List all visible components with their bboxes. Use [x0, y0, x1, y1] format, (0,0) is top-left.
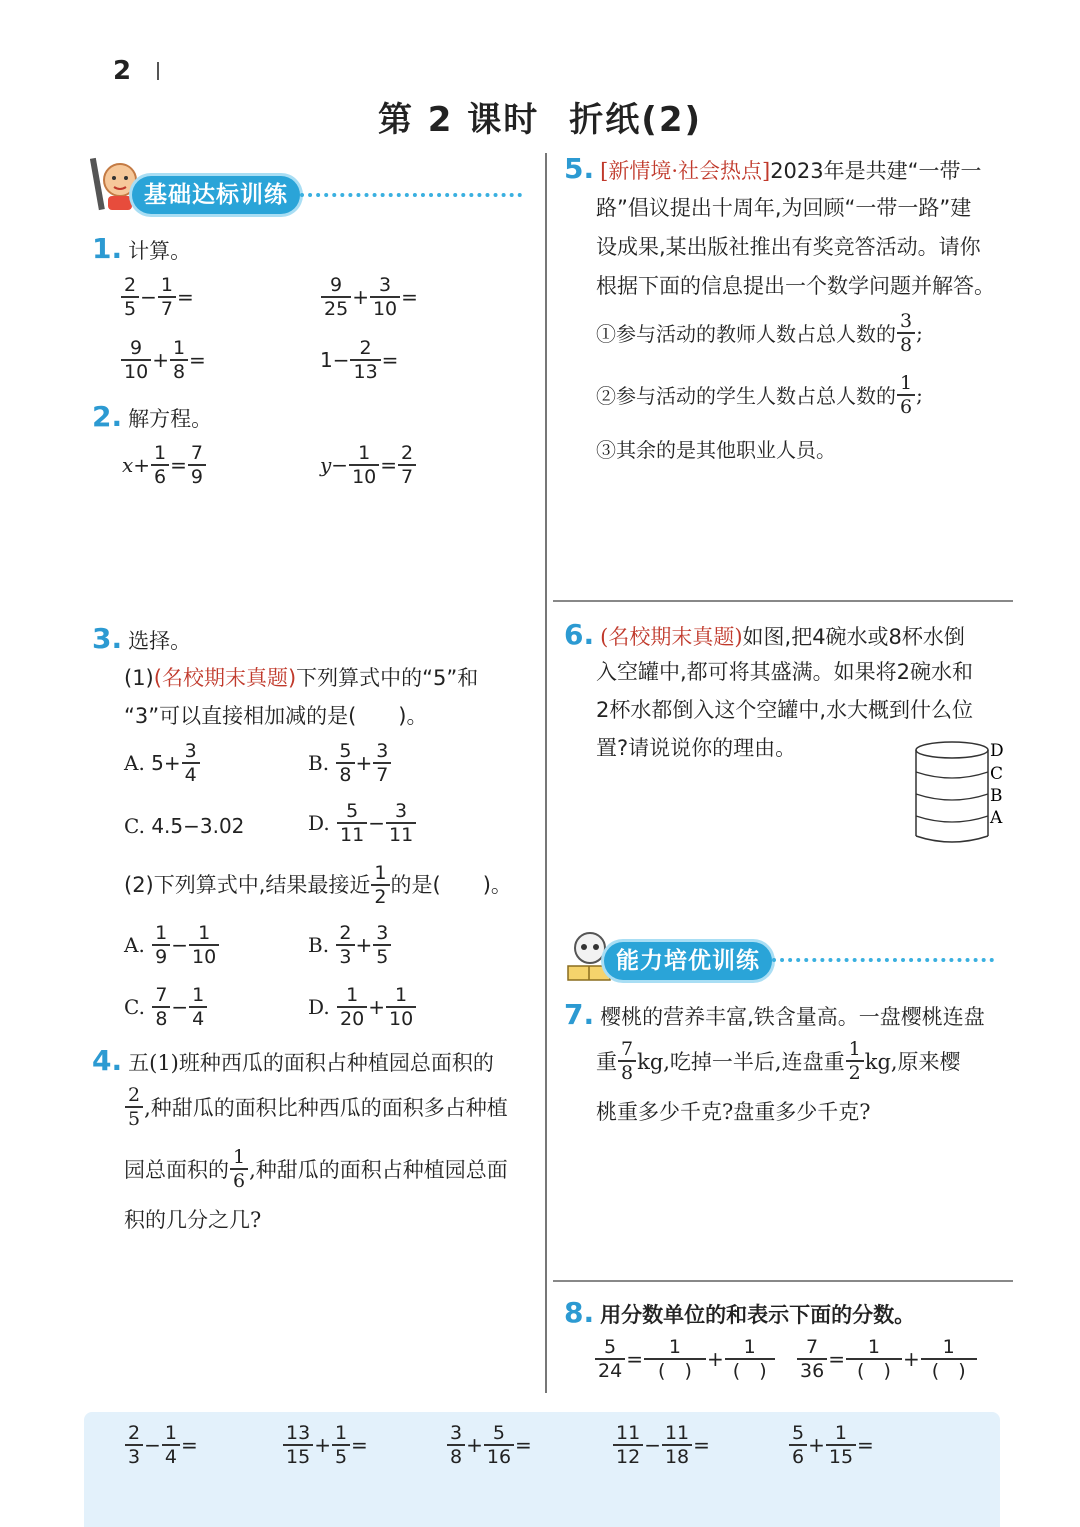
- fraction: [283, 1422, 313, 1468]
- denominator: 2: [374, 885, 387, 908]
- option-label: C.: [124, 814, 145, 838]
- info-text: ②参与活动的学生人数占总人数的: [596, 384, 896, 409]
- option-label: A.: [124, 932, 145, 957]
- denominator: 3: [128, 1445, 141, 1468]
- q1-expression-1: [120, 274, 194, 320]
- numerator: 1: [668, 1336, 681, 1358]
- question-number: 6.: [564, 618, 595, 651]
- equals: =: [515, 1432, 532, 1457]
- info-text: ;: [916, 382, 923, 407]
- q5-info-3: ③其余的是其他职业人员。: [596, 438, 836, 462]
- fraction: [170, 337, 188, 383]
- q3-p1-option-b[interactable]: [308, 740, 392, 786]
- operand: 5+: [151, 750, 181, 775]
- q5-line-2: 路”倡议提出十周年,为回顾“一带一路”建: [596, 196, 972, 220]
- option-label: B.: [308, 932, 330, 957]
- fraction: [125, 1084, 143, 1130]
- q1-expression-4: [320, 337, 398, 383]
- unit-fraction: [921, 1336, 977, 1382]
- fraction: [336, 922, 354, 968]
- operator: +: [368, 994, 385, 1019]
- question-label: 计算。: [128, 239, 192, 263]
- question-4-header: [92, 1044, 494, 1077]
- numerator: 11: [664, 1422, 690, 1444]
- fraction: [151, 442, 169, 488]
- fraction: [846, 1038, 864, 1084]
- question-8-header: [564, 1296, 915, 1329]
- operator: −: [171, 994, 189, 1019]
- question-label: 用分数单位的和表示下面的分数。: [600, 1303, 916, 1327]
- question-text: kg,吃掉一半后,连盘重: [637, 1049, 845, 1074]
- equals: =: [170, 452, 187, 477]
- numerator: 1: [867, 1336, 880, 1358]
- numerator: 13: [286, 1422, 311, 1444]
- blank-denominator[interactable]: ( ): [857, 1359, 891, 1382]
- denominator: 10: [352, 465, 377, 488]
- fraction: [189, 922, 219, 968]
- question-text: 五(1)班种西瓜的面积占种植园总面积的: [128, 1051, 494, 1075]
- question-text: ,种甜瓜的面积占种植园总面: [249, 1157, 508, 1182]
- denominator: 6: [233, 1169, 246, 1192]
- fraction: [189, 984, 207, 1030]
- equals: =: [380, 452, 398, 477]
- part-label: (1): [124, 666, 154, 690]
- numerator: 1: [155, 922, 168, 944]
- denominator: 11: [389, 823, 414, 846]
- unit-fraction: [725, 1336, 775, 1382]
- numerator: 1: [154, 442, 167, 464]
- numerator: 3: [900, 310, 913, 332]
- numerator: 5: [346, 800, 359, 822]
- q7-line-2: [596, 1038, 961, 1084]
- denominator: 8: [900, 333, 913, 356]
- numerator: 1: [900, 372, 913, 394]
- fraction: [152, 984, 170, 1030]
- fraction: [121, 337, 151, 383]
- numerator: 5: [492, 1422, 505, 1444]
- numerator: 1: [848, 1038, 861, 1060]
- basic-training-banner: [132, 176, 300, 214]
- q2-equation-2: [320, 442, 417, 488]
- operator: +: [314, 1432, 331, 1457]
- question-2-header: [92, 400, 212, 433]
- section-divider: [553, 1280, 1013, 1282]
- question-text: kg,原来樱: [864, 1049, 961, 1074]
- q3-p2-option-c[interactable]: [124, 984, 208, 1030]
- denominator: 11: [340, 823, 365, 846]
- question-text: 如图,把4碗水或8杯水倒: [742, 625, 965, 649]
- numerator: 1: [346, 984, 359, 1006]
- numerator: 1: [198, 922, 211, 944]
- fraction: [332, 1422, 350, 1468]
- question-number: 5.: [564, 152, 595, 185]
- q8-expression-2: [796, 1336, 978, 1382]
- question-3-header: [92, 622, 191, 655]
- equals: =: [189, 347, 206, 372]
- numerator: 1: [942, 1336, 955, 1358]
- practice-expression: [282, 1422, 368, 1468]
- operator: −: [140, 284, 157, 309]
- q3-part1-line1: [124, 664, 478, 692]
- denominator: 15: [286, 1445, 311, 1468]
- numerator: 5: [792, 1422, 805, 1444]
- banner-dotted-line: [772, 958, 994, 964]
- operator: −: [368, 810, 385, 835]
- denominator: 5: [128, 1107, 141, 1130]
- fraction: [447, 1422, 465, 1468]
- option-label: D.: [308, 994, 330, 1019]
- numerator: 5: [604, 1336, 617, 1358]
- fraction: [398, 442, 416, 488]
- question-number: 7.: [564, 998, 595, 1031]
- q5-info-2: [596, 372, 923, 418]
- question-number: 8.: [564, 1296, 595, 1329]
- denominator: 10: [372, 297, 398, 320]
- q2-equation-1: [122, 442, 207, 488]
- question-text: 下列算式中的“5”和: [296, 666, 479, 690]
- source-tag: (名校期末真题): [153, 666, 297, 690]
- denominator: 3: [339, 945, 352, 968]
- question-text: 重: [596, 1049, 617, 1074]
- section-divider: [553, 600, 1013, 602]
- equals: =: [176, 284, 194, 309]
- equals: =: [180, 1432, 198, 1457]
- level-label: C: [990, 764, 1004, 784]
- question-1-header: [92, 232, 191, 265]
- denominator: 8: [450, 1445, 463, 1468]
- numerator: 1: [160, 274, 173, 296]
- denominator: 25: [324, 297, 349, 320]
- denominator: 13: [353, 360, 378, 383]
- numerator: 1: [164, 1422, 177, 1444]
- question-label: 解方程。: [128, 407, 213, 431]
- fraction: [188, 442, 206, 488]
- equals: =: [351, 1432, 368, 1457]
- q3-p1-option-d[interactable]: [308, 800, 417, 846]
- practice-expression: [124, 1422, 198, 1468]
- q4-line-2: [124, 1084, 508, 1130]
- numerator: 7: [190, 442, 203, 464]
- fraction: [370, 274, 400, 320]
- numerator: 9: [130, 337, 143, 359]
- numerator: 1: [334, 1422, 348, 1444]
- q3-part2-line: [124, 862, 512, 908]
- numerator: 1: [743, 1336, 756, 1358]
- question-number: 3.: [92, 622, 123, 655]
- fraction: [350, 337, 380, 383]
- page-number-divider: [157, 62, 159, 80]
- fraction: [897, 310, 915, 356]
- lesson-title: [0, 92, 1080, 141]
- fraction: [618, 1038, 636, 1084]
- fraction: [371, 862, 389, 908]
- option-label: C.: [124, 994, 145, 1019]
- numerator: 1: [374, 862, 387, 884]
- numerator: 9: [330, 274, 343, 296]
- operator: +: [902, 1346, 920, 1371]
- q1-expression-2: [320, 274, 418, 320]
- numerator: 7: [155, 984, 168, 1006]
- fraction: [386, 800, 416, 846]
- banner-label: 能力培优训练: [616, 948, 760, 974]
- question-label: 选择。: [128, 629, 192, 653]
- denominator: 6: [900, 395, 913, 418]
- numerator: 3: [184, 740, 197, 762]
- denominator: 16: [486, 1445, 512, 1468]
- q6-line-4: 置?请说说你的理由。: [596, 736, 797, 760]
- numerator: 1: [395, 984, 408, 1006]
- fraction: [386, 984, 416, 1030]
- info-text: ①参与活动的教师人数占总人数的: [596, 322, 896, 347]
- fraction: [152, 922, 170, 968]
- equals: =: [626, 1346, 643, 1371]
- practice-expression: [612, 1422, 710, 1468]
- question-text: 樱桃的营养丰富,铁含量高。一盘樱桃连盘: [600, 1005, 985, 1029]
- numerator: 2: [128, 1422, 141, 1444]
- fraction: [662, 1422, 692, 1468]
- blank-denominator[interactable]: ( ): [658, 1359, 692, 1382]
- fraction: [121, 274, 139, 320]
- option-label: B.: [308, 750, 330, 775]
- operator: +: [355, 932, 373, 957]
- question-5-header: [564, 152, 982, 185]
- q7-line-3: 桃重多少千克?盘重多少千克?: [596, 1100, 871, 1124]
- level-label: D: [990, 741, 1004, 761]
- denominator: 9: [190, 465, 203, 488]
- variable: y−: [320, 452, 349, 477]
- q3-p2-option-a[interactable]: [124, 922, 220, 968]
- fraction: [797, 1336, 827, 1382]
- source-tag: [新情境·社会热点]: [600, 159, 771, 183]
- equals: =: [693, 1432, 710, 1457]
- fraction: [158, 274, 176, 320]
- fraction: [897, 372, 915, 418]
- fraction: [789, 1422, 807, 1468]
- fraction: [613, 1422, 643, 1468]
- lesson-title-part: 第 2 课时: [377, 100, 540, 140]
- q3-p2-option-d[interactable]: [308, 984, 417, 1030]
- fraction: [595, 1336, 625, 1382]
- variable: x+: [122, 452, 151, 477]
- fraction: [182, 740, 200, 786]
- column-divider: [545, 153, 547, 1393]
- practice-expression: [446, 1422, 532, 1468]
- denominator: 9: [155, 945, 168, 968]
- equals: =: [828, 1346, 845, 1371]
- denominator: 8: [621, 1061, 634, 1084]
- question-text: ,种甜瓜的面积比种西瓜的面积多占种植: [144, 1095, 508, 1120]
- denominator: 6: [792, 1445, 805, 1468]
- numerator: 3: [395, 800, 408, 822]
- operator: +: [152, 347, 169, 372]
- numerator: 2: [128, 1084, 141, 1106]
- q1-expression-3: [120, 337, 206, 383]
- q4-line-4: 积的几分之几?: [124, 1208, 262, 1232]
- option-label: D.: [308, 810, 330, 835]
- numerator: 3: [379, 274, 392, 296]
- question-7-header: [564, 998, 985, 1031]
- numerator: 2: [401, 442, 414, 464]
- denominator: 15: [828, 1445, 854, 1468]
- numerator: 7: [621, 1038, 634, 1060]
- denominator: 6: [154, 465, 167, 488]
- fraction: [373, 922, 391, 968]
- fraction: [484, 1422, 514, 1468]
- q3-p2-option-b[interactable]: [308, 922, 392, 968]
- denominator: 10: [389, 1007, 414, 1030]
- numerator: 1: [233, 1146, 246, 1168]
- banner-dotted-line: [300, 193, 522, 199]
- q5-line-4: 根据下面的信息提出一个数学问题并解答。: [596, 274, 995, 298]
- numerator: 2: [124, 274, 137, 296]
- numerator: 3: [376, 740, 389, 762]
- blank-denominator[interactable]: ( ): [732, 1359, 767, 1382]
- operator: +: [808, 1432, 825, 1457]
- denominator: 18: [664, 1445, 690, 1468]
- denominator: 10: [192, 945, 217, 968]
- denominator: 4: [192, 1007, 205, 1030]
- jar-diagram: [912, 738, 1008, 848]
- denominator: 8: [155, 1007, 168, 1030]
- operator: +: [355, 750, 373, 775]
- denominator: 4: [164, 1445, 177, 1468]
- equals: =: [401, 284, 418, 309]
- operator: +: [706, 1346, 724, 1371]
- numerator: 7: [806, 1336, 819, 1358]
- equals: =: [857, 1432, 874, 1457]
- q3-part1-line2: “3”可以直接相加减的是( )。: [124, 704, 428, 728]
- question-text: 的是( )。: [390, 872, 512, 897]
- q5-info-1: [596, 310, 923, 356]
- fraction: [373, 740, 391, 786]
- q6-line-2: 入空罐中,都可将其盛满。如果将2碗水和: [596, 660, 974, 684]
- numerator: 2: [339, 922, 352, 944]
- banner-label: 基础达标训练: [144, 182, 288, 208]
- option-expression: 4.5−3.02: [151, 814, 245, 838]
- q3-p1-option-c[interactable]: [124, 814, 244, 838]
- numerator: 1: [358, 442, 371, 464]
- practice-expression: [788, 1422, 874, 1468]
- denominator: 7: [376, 763, 389, 786]
- operator: +: [352, 284, 369, 309]
- denominator: 20: [340, 1007, 365, 1030]
- fraction: [826, 1422, 856, 1468]
- fraction: [337, 984, 367, 1030]
- level-label: A: [990, 808, 1003, 828]
- equals: =: [381, 347, 399, 372]
- numerator: 11: [616, 1422, 641, 1444]
- denominator: 7: [401, 465, 414, 488]
- operator: +: [466, 1432, 483, 1457]
- question-text: 2023年是共建“一带一: [770, 159, 982, 183]
- option-label: A.: [124, 750, 145, 775]
- question-6-header: [564, 618, 965, 651]
- pencil-kid-icon: [90, 152, 140, 214]
- q5-line-3: 设成果,某出版社推出有奖竞答活动。请你: [596, 235, 981, 259]
- fraction: [162, 1422, 180, 1468]
- numerator: 3: [450, 1422, 463, 1444]
- question-number: 1.: [92, 232, 123, 265]
- operand: 1−: [320, 347, 350, 372]
- fraction: [125, 1422, 143, 1468]
- denominator: 36: [800, 1359, 825, 1382]
- fraction: [336, 740, 354, 786]
- fraction: [321, 274, 351, 320]
- denominator: 7: [160, 297, 173, 320]
- info-text: ;: [916, 320, 923, 345]
- denominator: 8: [339, 763, 352, 786]
- operator: −: [644, 1432, 661, 1457]
- q3-p1-option-a[interactable]: [124, 740, 201, 786]
- denominator: 5: [124, 297, 137, 320]
- blank-denominator[interactable]: ( ): [931, 1359, 966, 1382]
- denominator: 10: [124, 360, 149, 383]
- q4-line-3: [124, 1146, 508, 1192]
- q6-line-3: 2杯水都倒入这个空罐中,水大概到什么位: [596, 698, 974, 722]
- denominator: 24: [598, 1359, 623, 1382]
- level-label: B: [990, 786, 1003, 806]
- question-number: 4.: [92, 1044, 123, 1077]
- denominator: 2: [848, 1061, 861, 1084]
- advanced-training-banner: [604, 942, 772, 980]
- page-number: 2: [113, 56, 132, 86]
- denominator: 4: [184, 763, 197, 786]
- q8-expression-1: [594, 1336, 776, 1382]
- fraction: [349, 442, 379, 488]
- denominator: 12: [616, 1445, 641, 1468]
- unit-fraction: [846, 1336, 902, 1382]
- question-number: 2.: [92, 400, 123, 433]
- denominator: 8: [172, 360, 186, 383]
- numerator: 1: [172, 337, 186, 359]
- unit-fraction: [644, 1336, 706, 1382]
- numerator: 1: [192, 984, 205, 1006]
- fraction: [337, 800, 367, 846]
- question-text: 园总面积的: [124, 1157, 229, 1182]
- numerator: 3: [376, 922, 389, 944]
- lesson-title-topic: 折纸(2): [569, 100, 703, 140]
- numerator: 1: [834, 1422, 847, 1444]
- operator: −: [171, 932, 189, 957]
- denominator: 5: [334, 1445, 348, 1468]
- operator: −: [144, 1432, 161, 1457]
- numerator: 5: [339, 740, 352, 762]
- source-tag: (名校期末真题): [600, 625, 743, 649]
- denominator: 5: [376, 945, 389, 968]
- fraction: [230, 1146, 248, 1192]
- question-text: (2)下列算式中,结果最接近: [124, 872, 371, 897]
- numerator: 2: [359, 337, 372, 359]
